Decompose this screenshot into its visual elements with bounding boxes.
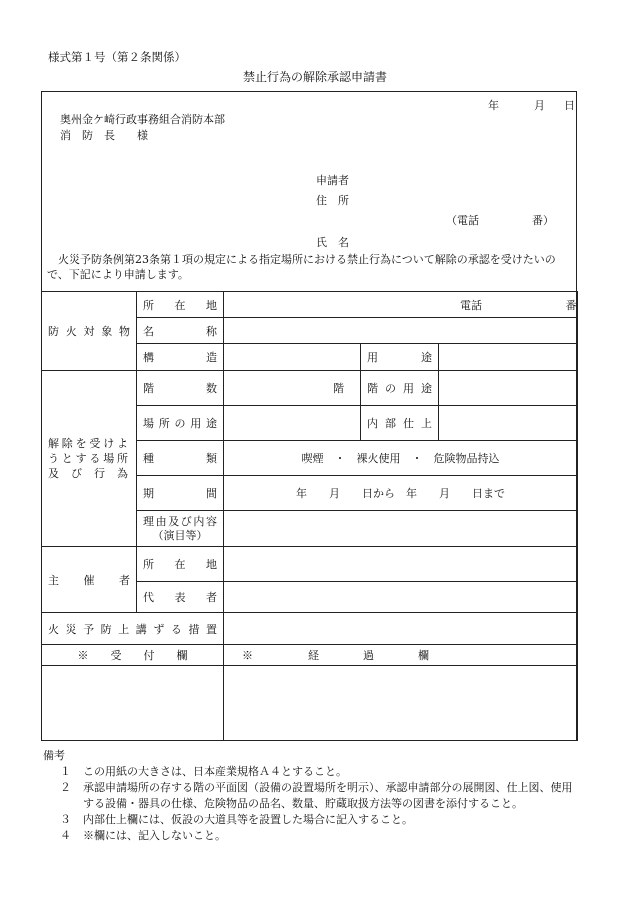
location-label: 所在地 bbox=[137, 292, 224, 318]
reception-header: ※ 受 付 欄 bbox=[42, 645, 224, 666]
phone-label: （電話 bbox=[446, 214, 479, 227]
remark-item: ４ ※欄には、記入しないこと。 bbox=[60, 829, 226, 842]
measures-label: 火災予防上講ずる措置 bbox=[42, 613, 224, 645]
organizer-location-label: 所在地 bbox=[137, 547, 224, 582]
remark-item: １ この用紙の大きさは、日本産業規格Ａ４とすること。 bbox=[60, 765, 347, 778]
representative-field[interactable] bbox=[224, 582, 578, 613]
organizer-location-field[interactable] bbox=[224, 547, 578, 582]
name-field[interactable] bbox=[224, 318, 578, 344]
progress-field bbox=[224, 666, 578, 741]
addressee-org: 奥州金ケ崎行政事務組合消防本部 bbox=[60, 113, 225, 126]
phone-label-cell: 電話 bbox=[460, 298, 482, 312]
form-number: 様式第１号（第２条関係） bbox=[48, 50, 186, 64]
application-form bbox=[41, 91, 577, 741]
type-label: 種類 bbox=[137, 441, 224, 476]
interior-label: 内部仕上 bbox=[361, 406, 439, 441]
application-table bbox=[41, 291, 578, 741]
fire-target-heading: 防火対象物 bbox=[42, 292, 137, 371]
place-use-label: 場所の用途 bbox=[137, 406, 224, 441]
remark-item: ３ 内部仕上欄には、仮設の大道具等を設置した場合に記入すること。 bbox=[60, 813, 413, 826]
structure-label: 構造 bbox=[137, 344, 224, 371]
release-heading: 解除を受けようとする場所及び行為 bbox=[42, 371, 137, 547]
structure-field[interactable] bbox=[224, 344, 361, 371]
floors-label: 階数 bbox=[137, 371, 224, 406]
period-label: 期間 bbox=[137, 476, 224, 511]
reason-label: 理由及び内容 （演目等） bbox=[137, 511, 224, 547]
use-label: 用途 bbox=[361, 344, 439, 371]
reason-field[interactable] bbox=[224, 511, 578, 547]
measures-field[interactable] bbox=[224, 613, 578, 645]
location-field[interactable] bbox=[224, 292, 578, 318]
phone-suffix-cell: 番 bbox=[565, 298, 577, 312]
remarks-title: 備考 bbox=[43, 749, 65, 762]
remark-item: ２ 承認申請場所の存する階の平面図（設備の設置場所を明示）、承認申請部分の展開図、仕上図、使用する設備・器具の仕様、危険物品の品名、数量、貯蔵取扱方法等の図書を添付すること。 bbox=[60, 781, 573, 810]
name-label: 氏 名 bbox=[316, 236, 349, 249]
applicant-label: 申請者 bbox=[316, 174, 349, 187]
phone-suffix: 番） bbox=[532, 214, 554, 227]
representative-label: 代表者 bbox=[137, 582, 224, 613]
form-title: 禁止行為の解除承認申請書 bbox=[242, 70, 387, 84]
declaration-text: 火災予防条例第23条第１項の規定による指定場所における禁止行為について解除の承認を受けたいので、下記により申請します。 bbox=[47, 253, 556, 281]
floor-use-label: 階の用途 bbox=[361, 371, 439, 406]
interior-field[interactable] bbox=[439, 406, 578, 441]
date-year-label: 年 bbox=[488, 99, 499, 112]
floors-field[interactable]: 階 bbox=[224, 371, 361, 406]
name-label-cell: 名称 bbox=[137, 318, 224, 344]
date-month-label: 月 bbox=[534, 99, 545, 112]
type-options[interactable]: 喫煙 ・ 裸火使用 ・ 危険物品持込 bbox=[224, 441, 578, 476]
reception-field bbox=[42, 666, 224, 741]
floor-use-field[interactable] bbox=[439, 371, 578, 406]
date-day-label: 日 bbox=[564, 99, 575, 112]
progress-header: ※ 経 過 欄 bbox=[224, 645, 578, 666]
remarks bbox=[43, 748, 583, 844]
place-use-field[interactable] bbox=[224, 406, 361, 441]
period-field[interactable]: 年 月 日から 年 月 日まで bbox=[224, 476, 578, 511]
address-label: 住 所 bbox=[316, 194, 349, 207]
organizer-heading: 主催者 bbox=[42, 547, 137, 613]
addressee-title: 消 防 長 様 bbox=[60, 129, 148, 142]
use-field[interactable] bbox=[439, 344, 578, 371]
